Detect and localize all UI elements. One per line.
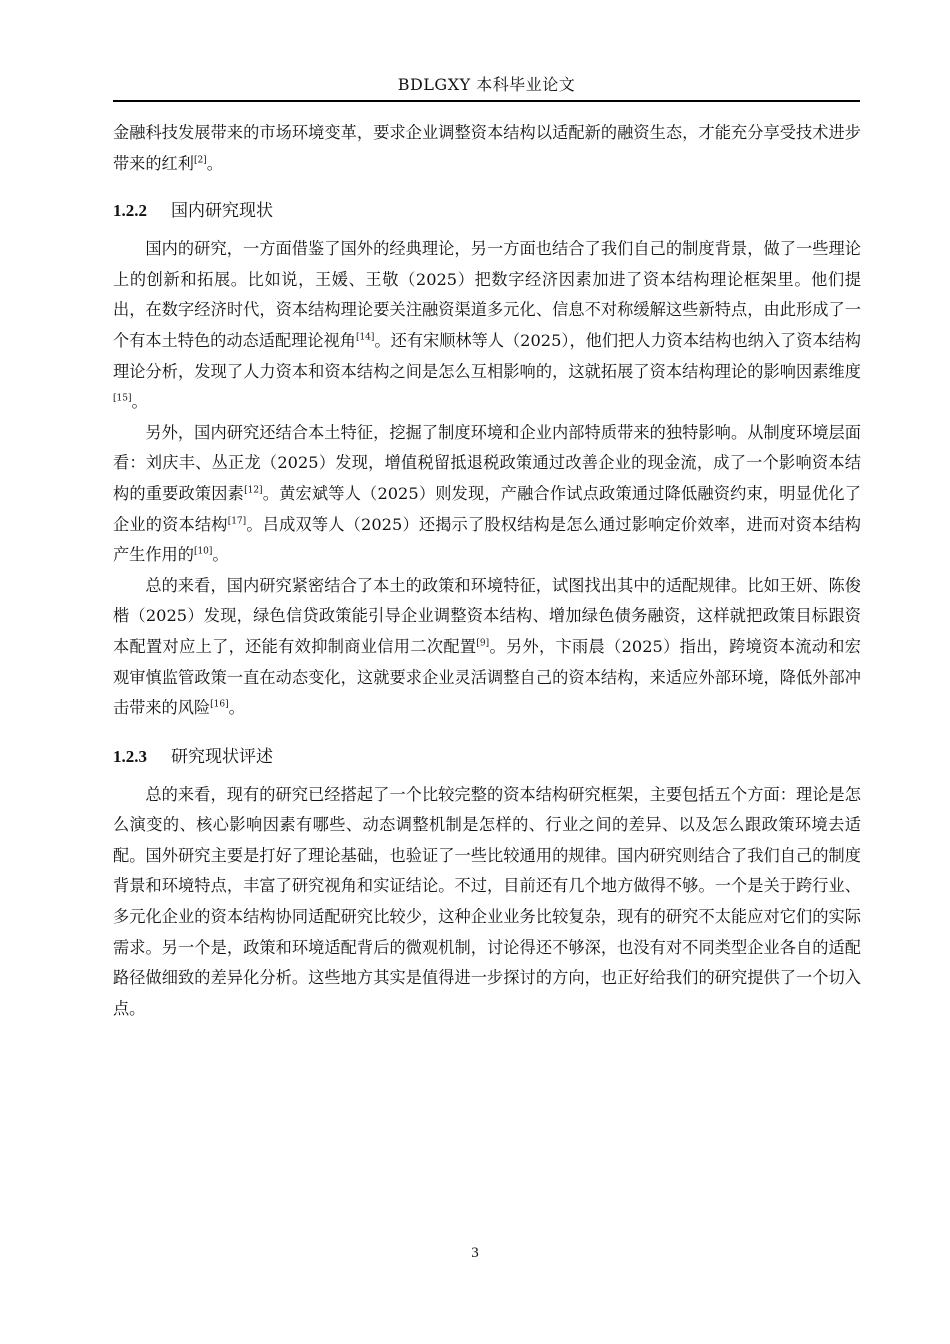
paragraph-text: 。黄宏斌等人（2025）则发现，产融合作试点政策通过降低融资约束，明显优化了企业的资本结构: [113, 483, 861, 534]
section-number: 1.2.2: [113, 201, 147, 221]
paragraph-text: 。吕成双等人（2025）还揭示了股权结构是怎么通过影响定价效率，进而对资本结构产生作用的: [113, 514, 861, 565]
paragraph-text: 另外，国内研究还结合本土特征，挖掘了制度环境和企业内部特质带来的独特影响。从制度环境层面看：刘庆丰、丛正龙（2025）发现，增值税留抵退税政策通过改善企业的现金流，成了一个影响资本结构的重要政策因素: [113, 422, 861, 503]
intro-end: 。: [206, 153, 223, 173]
paragraph-text: 国内的研究，一方面借鉴了国外的经典理论，另一方面也结合了我们自己的制度背景，做了一些理论上的创新和拓展。比如说，王媛、王敬（2025）把数字经济因素加进了资本结构理论框架里。他们提出，在数字经济时代，资本结构理论要关注融资渠道多元化、信息不对称缓解这些新特点，由此形成了一个有本土特色的动态适配理论视角: [113, 239, 861, 350]
page-body: [113, 118, 861, 1024]
section-title: 国内研究现状: [171, 201, 273, 222]
header-rule: [113, 100, 860, 102]
paragraph-text: 。: [212, 545, 229, 565]
citation-ref: [14]: [355, 332, 375, 343]
paragraph-text: 。还有宋顺林等人（2025），他们把人力资本结构也纳入了资本结构理论分析，发现了人力资本和资本结构之间是怎么互相影响的，这就拓展了资本结构理论的影响因素维度: [113, 330, 861, 381]
paragraph-text: 。: [228, 698, 245, 718]
citation-ref: [17]: [227, 516, 247, 527]
paragraph-text: 总的来看，国内研究紧密结合了本土的政策和环境特征，试图找出其中的适配规律。比如王妍、陈俊楷（2025）发现，绿色信贷政策能引导企业调整资本结构、增加绿色债务融资，这样就把政策目标跟资本配置对应上了，还能有效抑制商业信用二次配置: [113, 575, 861, 656]
paragraph-domestic-3: [113, 571, 861, 724]
citation-ref: [9]: [476, 638, 490, 649]
section-heading-1-2-3: [113, 742, 861, 772]
citation-ref: [16]: [210, 699, 229, 710]
citation-ref: [15]: [113, 393, 132, 404]
section-heading-1-2-2: [113, 196, 861, 226]
citation-ref: [10]: [193, 546, 213, 557]
paragraph-domestic-2: [113, 418, 861, 571]
paragraph-domestic-1: [113, 234, 861, 418]
section-title: 研究现状评述: [171, 746, 273, 767]
page-number: 3: [471, 1245, 479, 1261]
section-number: 1.2.3: [113, 746, 147, 766]
intro-paragraph: [113, 118, 861, 179]
paragraph-text: 。: [131, 392, 148, 412]
intro-text: 金融科技发展带来的市场环境变革，要求企业调整资本结构以适配新的融资生态，才能充分享受技术进步带来的红利: [113, 123, 861, 173]
paragraph-text: 。另外，卞雨晨（2025）指出，跨境资本流动和宏观审慎监管政策一直在动态变化，这就要求企业灵活调整自己的资本结构，来适应外部环境，降低外部冲击带来的风险: [113, 636, 861, 718]
running-header: BDLGXY 本科毕业论文: [397, 75, 576, 94]
paragraph-review: 总的来看，现有的研究已经搭起了一个比较完整的资本结构研究框架，主要包括五个方面：理论是怎么演变的、核心影响因素有哪些、动态调整机制是怎样的、行业之间的差异、以及怎么跟政策环境去适配。国外研究主要是打好了理论基础，也验证了一些比较通用的规律。国内研究则结合了我们自己的制度背景和环境特点，丰富了研究视角和实证结论。不过，目前还有几个地方做得不够。一个是关于跨行业、多元化企业的资本结构协同适配研究比较少，这种企业业务比较复杂，现有的研究不太能应对它们的实际需求。另一个是，政策和环境适配背后的微观机制，讨论得还不够深，也没有对不同类型企业各自的适配路径做细致的差异化分析。这些地方其实是值得进一步探讨的方向，也正好给我们的研究提供了一个切入点。: [113, 784, 861, 1018]
citation-ref: [12]: [244, 485, 263, 496]
citation-ref: [2]: [193, 155, 207, 166]
